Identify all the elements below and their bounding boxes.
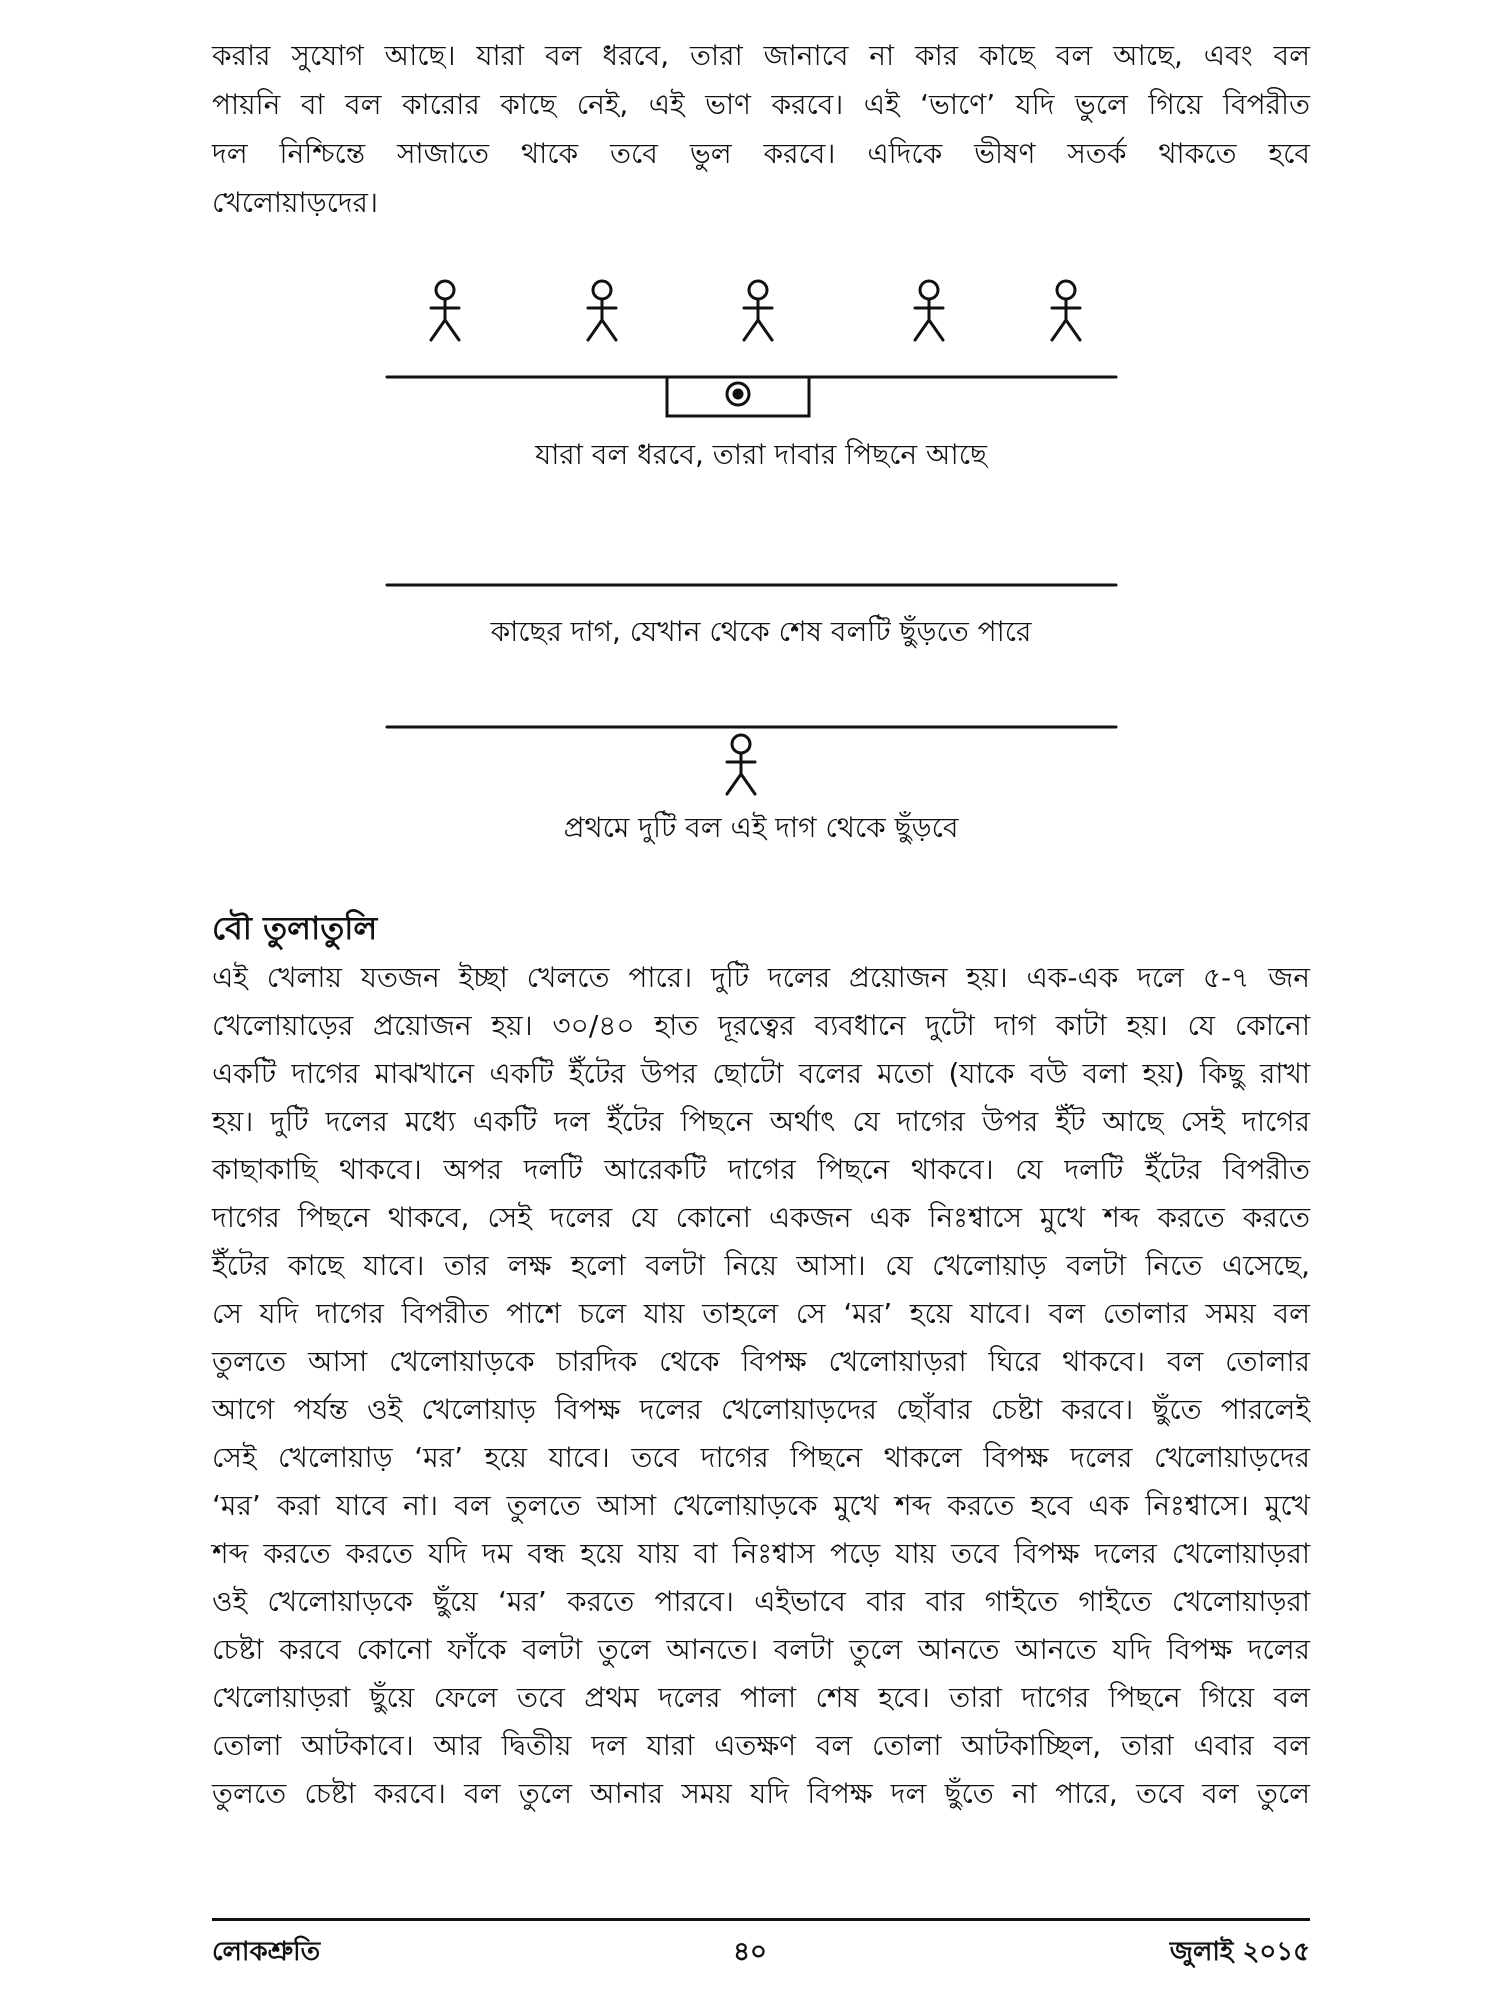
text-line: তুলতে চেষ্টা করবে। বল তুলে আনার সময় যদি বিপক্ষ দল ছুঁতে না পারে, তবে বল তুলে [212, 1777, 1310, 1810]
stick-figure-icon [431, 281, 459, 340]
text-line: কাছাকাছি থাকবে। অপর দলটি আরেকটি দাগের পিছনে থাকবে। যে দলটি ইঁটের বিপরীত [212, 1153, 1310, 1186]
stick-figure-icon [915, 281, 943, 340]
text-line: সে যদি দাগের বিপরীত পাশে চলে যায় তাহলে সে ‘মর’ হয়ে যাবে। বল তোলার সময় বল [212, 1297, 1310, 1330]
thrower-figure-icon [727, 735, 755, 794]
stick-figure-icon [744, 281, 772, 340]
text-line: একটি দাগের মাঝখানে একটি ইঁটের উপর ছোটো বলের মতো (যাকে বউ বলা হয়) কিছু রাখা [212, 1057, 1310, 1090]
text-line: খেলোয়াড়দের। [212, 186, 378, 219]
body-paragraph [212, 954, 1310, 1844]
text-line: তোলা আটকাবে। আর দ্বিতীয় দল যারা এতক্ষণ বল তোলা আটকাচ্ছিল, তারা এবার বল [212, 1729, 1310, 1762]
section-title: বৌ তুলাতুলি [212, 909, 378, 947]
text-line: ইঁটের কাছে যাবে। তার লক্ষ হলো বলটা নিয়ে আসা। যে খেলোয়াড় বলটা নিতে এসেছে, [212, 1249, 1310, 1282]
text-line: তুলতে আসা খেলোয়াড়কে চারদিক থেকে বিপক্ষ খেলোয়াড়রা ঘিরে থাকবে। বল তোলার [212, 1345, 1310, 1378]
footer-journal-name: লোকশ্রুতি [212, 1937, 321, 1967]
text-line: পায়নি বা বল কারোর কাছে নেই, এই ভাণ করবে। এই ‘ভাণে’ যদি ভুলে গিয়ে বিপরীত [212, 88, 1310, 121]
footer-rule [212, 1918, 1310, 1921]
stick-figure-icon [1052, 281, 1080, 340]
diagram-caption-throw-line: প্রথমে দুটি বল এই দাগ থেকে ছুঁড়বে [563, 811, 959, 844]
footer-date: জুলাই ২০১৫ [1169, 1937, 1310, 1967]
text-line: আগে পর্যন্ত ওই খেলোয়াড় বিপক্ষ দলের খেলোয়াড়দের ছোঁবার চেষ্টা করবে। ছুঁতে পারলেই [212, 1393, 1310, 1426]
text-line: এই খেলায় যতজন ইচ্ছা খেলতে পারে। দুটি দলের প্রয়োজন হয়। এক-এক দলে ৫-৭ জন [212, 961, 1310, 994]
footer-page-number: ৪০ [733, 1937, 767, 1967]
text-line: খেলোয়াড়ের প্রয়োজন হয়। ৩০/৪০ হাত দূরত্বের ব্যবধানে দুটো দাগ কাটা হয়। যে কোনো [212, 1009, 1310, 1042]
ball-icon [727, 383, 749, 405]
text-line: খেলোয়াড়রা ছুঁয়ে ফেলে তবে প্রথম দলের পালা শেষ হবে। তারা দাগের পিছনে গিয়ে বল [212, 1681, 1310, 1714]
text-line: শব্দ করতে করতে যদি দম বন্ধ হয়ে যায় বা নিঃশ্বাস পড়ে যায় তবে বিপক্ষ দলের খেলোয়াড়রা [212, 1537, 1310, 1570]
text-line: হয়। দুটি দলের মধ্যে একটি দল ইঁটের পিছনে অর্থাৎ যে দাগের উপর ইঁট আছে সেই দাগের [212, 1105, 1310, 1138]
text-line: ‘মর’ করা যাবে না। বল তুলতে আসা খেলোয়াড়কে মুখে শব্দ করতে হবে এক নিঃশ্বাসে। মুখে [212, 1489, 1310, 1522]
stick-figure-icon [588, 281, 616, 340]
text-line: চেষ্টা করবে কোনো ফাঁকে বলটা তুলে আনতে। বলটা তুলে আনতে আনতে যদি বিপক্ষ দলের [212, 1633, 1310, 1666]
diagram-caption-back-line: যারা বল ধরবে, তারা দাবার পিছনে আছে [535, 438, 987, 471]
text-line: দাগের পিছনে থাকবে, সেই দলের যে কোনো একজন এক নিঃশ্বাসে মুখে শব্দ করতে করতে [212, 1201, 1310, 1234]
text-line: করার সুযোগ আছে। যারা বল ধরবে, তারা জানাবে না কার কাছে বল আছে, এবং বল [212, 39, 1310, 72]
diagram-caption-near-line: কাছের দাগ, যেখান থেকে শেষ বলটি ছুঁড়তে পারে [490, 615, 1032, 648]
text-line: সেই খেলোয়াড় ‘মর’ হয়ে যাবে। তবে দাগের পিছনে থাকলে বিপক্ষ দলের খেলোয়াড়দের [212, 1441, 1310, 1474]
text-line: দল নিশ্চিন্তে সাজাতে থাকে তবে ভুল করবে। এদিকে ভীষণ সতর্ক থাকতে হবে [212, 137, 1310, 170]
text-line: ওই খেলোয়াড়কে ছুঁয়ে ‘মর’ করতে পারবে। এইভাবে বার বার গাইতে গাইতে খেলোয়াড়রা [212, 1585, 1310, 1618]
